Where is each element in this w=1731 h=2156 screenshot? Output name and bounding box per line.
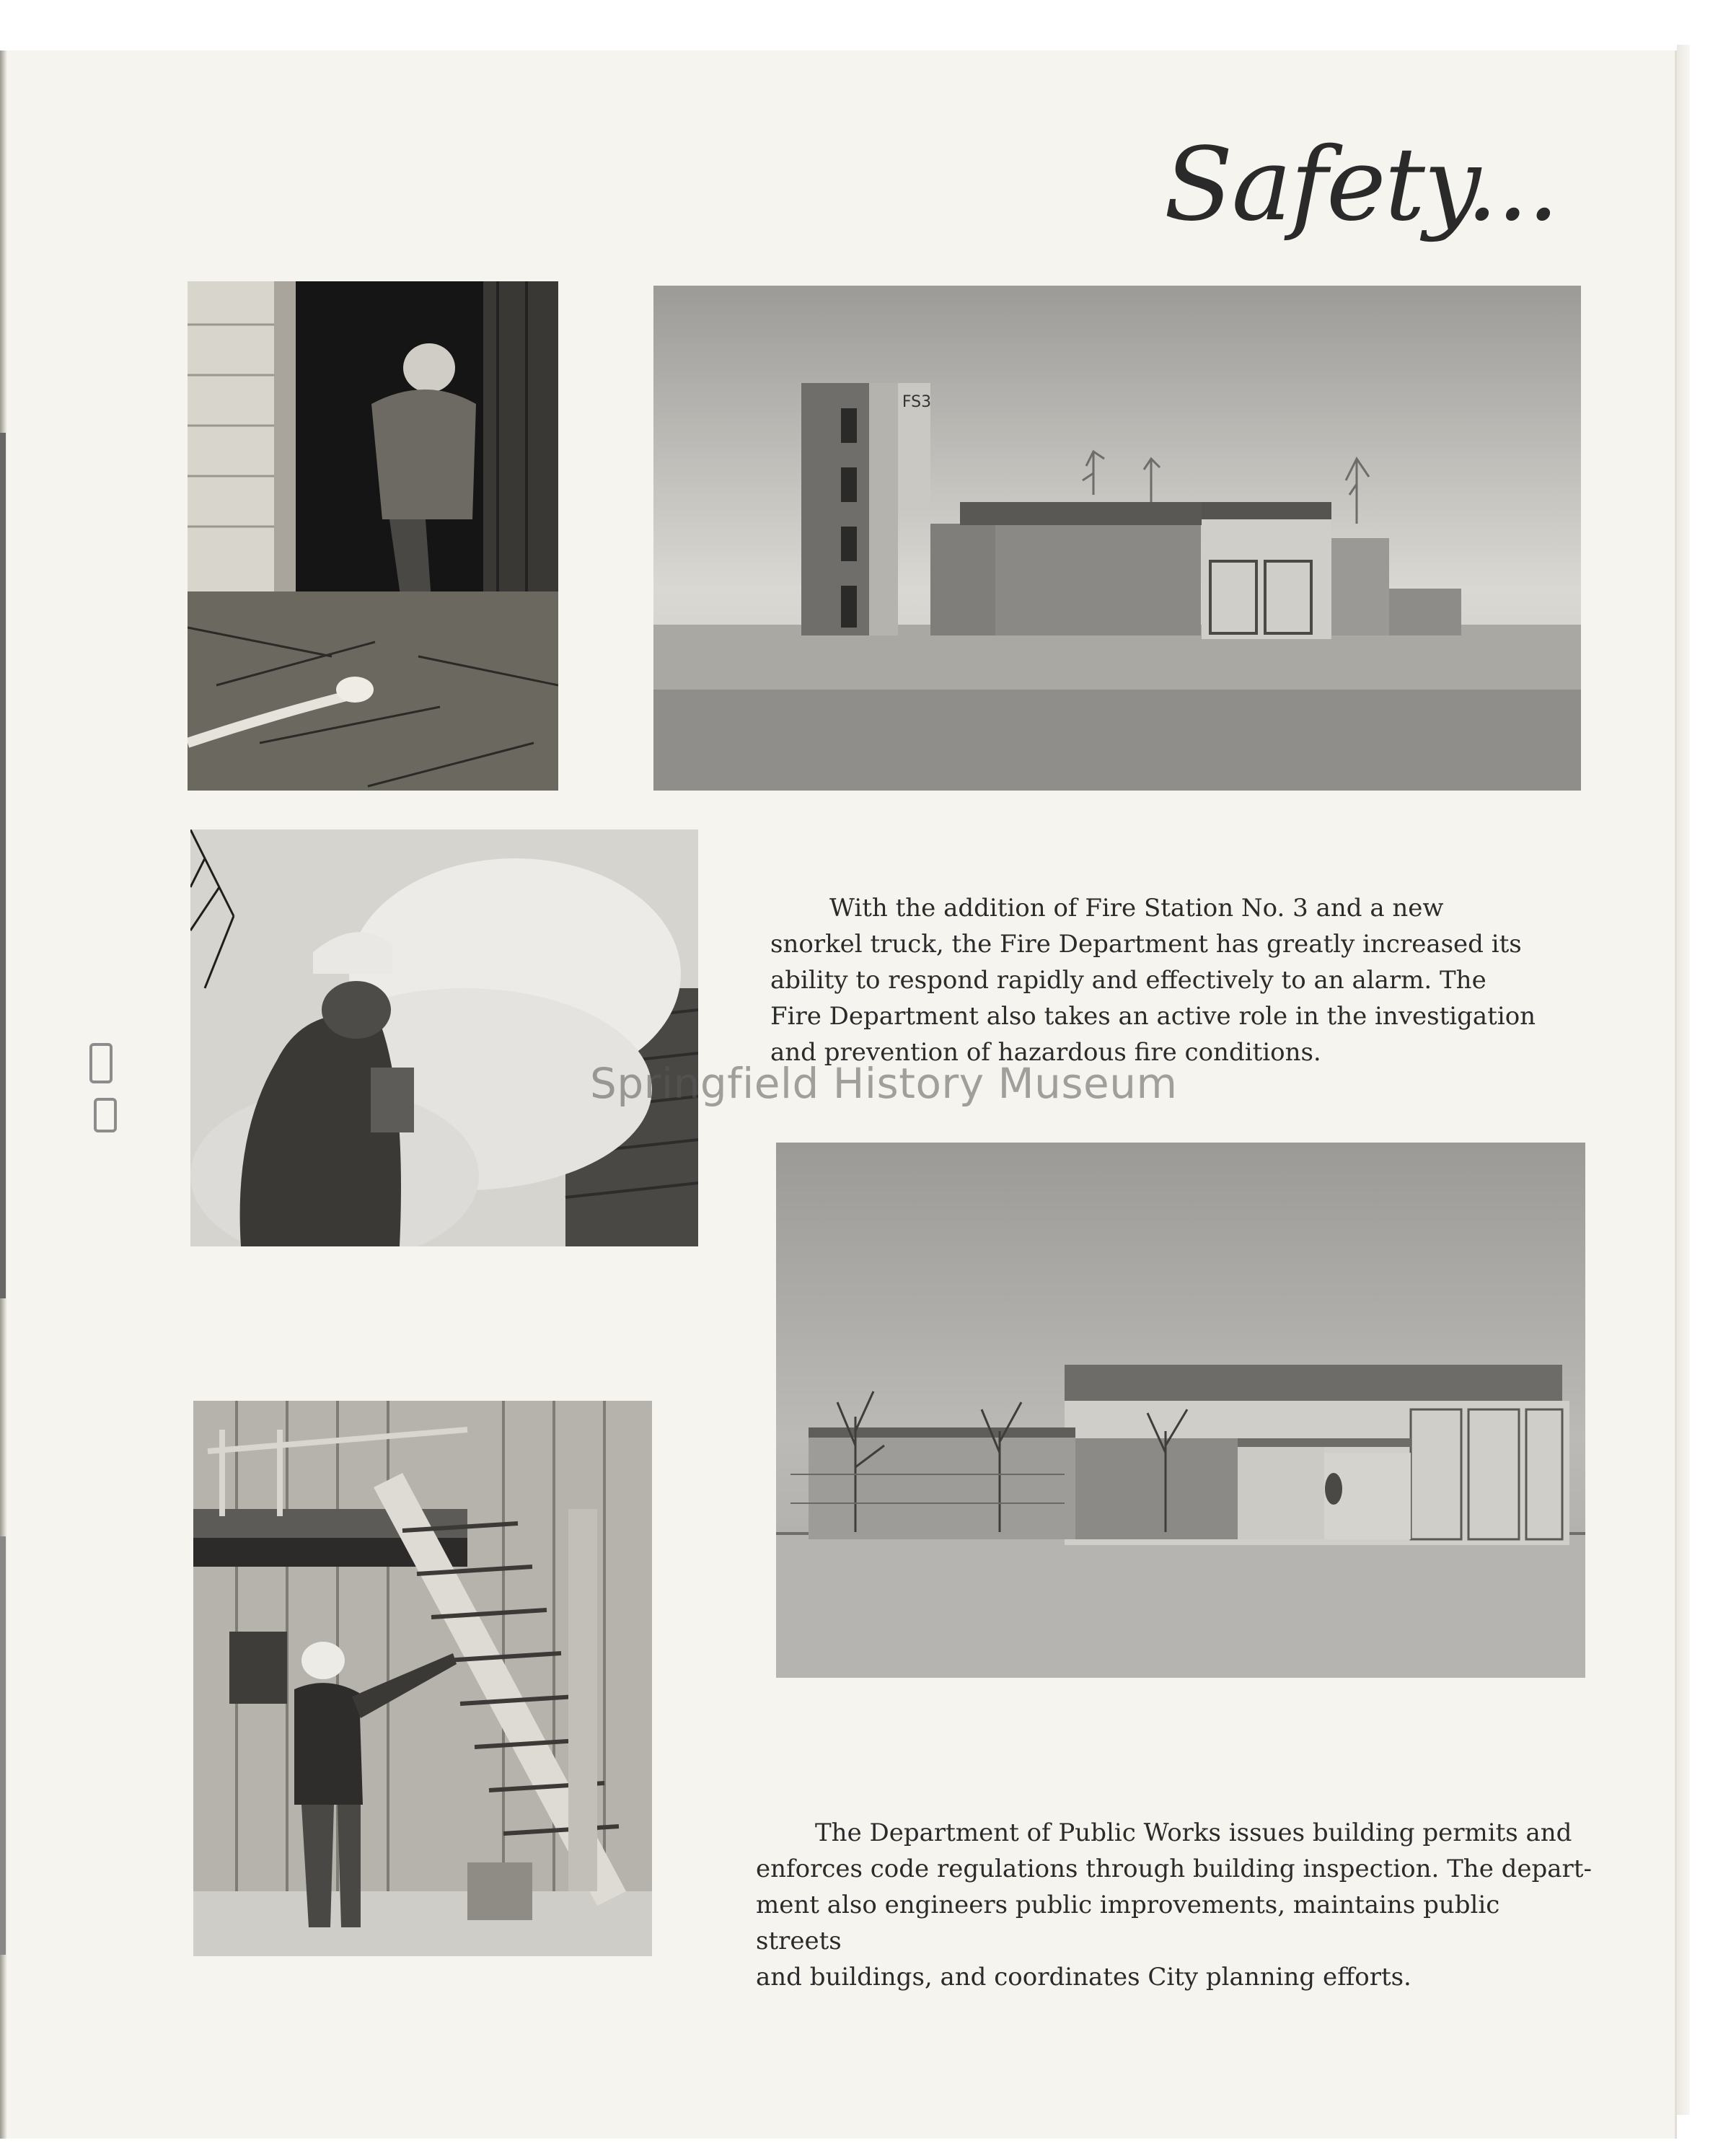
page-edge: [1677, 45, 1690, 2115]
firefighter-doorway-photo: [188, 281, 558, 791]
staple: [94, 1098, 117, 1132]
page-heading: Safety...: [1163, 126, 1558, 244]
facing-page-strip-lower: [0, 1536, 6, 1955]
building-inspector-photo: [193, 1401, 652, 1956]
station-sign: FS3: [902, 393, 932, 411]
staple: [89, 1043, 113, 1083]
public-works-building-drawing: [776, 1143, 1585, 1678]
fire-station-drawing: [653, 286, 1581, 791]
facing-page-strip: [0, 433, 6, 1298]
fire-department-paragraph: With the addition of Fire Station No. 3 and a new snorkel truck, the Fire Department has greatly increased its ability to respond rapidly and effectively to an alarm. The Fire Department also takes an active role in the investigation and prevention of hazardous fire conditions.: [770, 894, 1536, 1067]
firefighter-hose-photo: [190, 830, 698, 1246]
museum-watermark: Springfield History Museum: [590, 1059, 1178, 1108]
public-works-paragraph: The Department of Public Works issues building permits and enforces code regulations through building inspection. The depart- ment also engineers public improvements, maintains public streets and buildings, and coordinates City planning efforts.: [756, 1818, 1592, 1992]
